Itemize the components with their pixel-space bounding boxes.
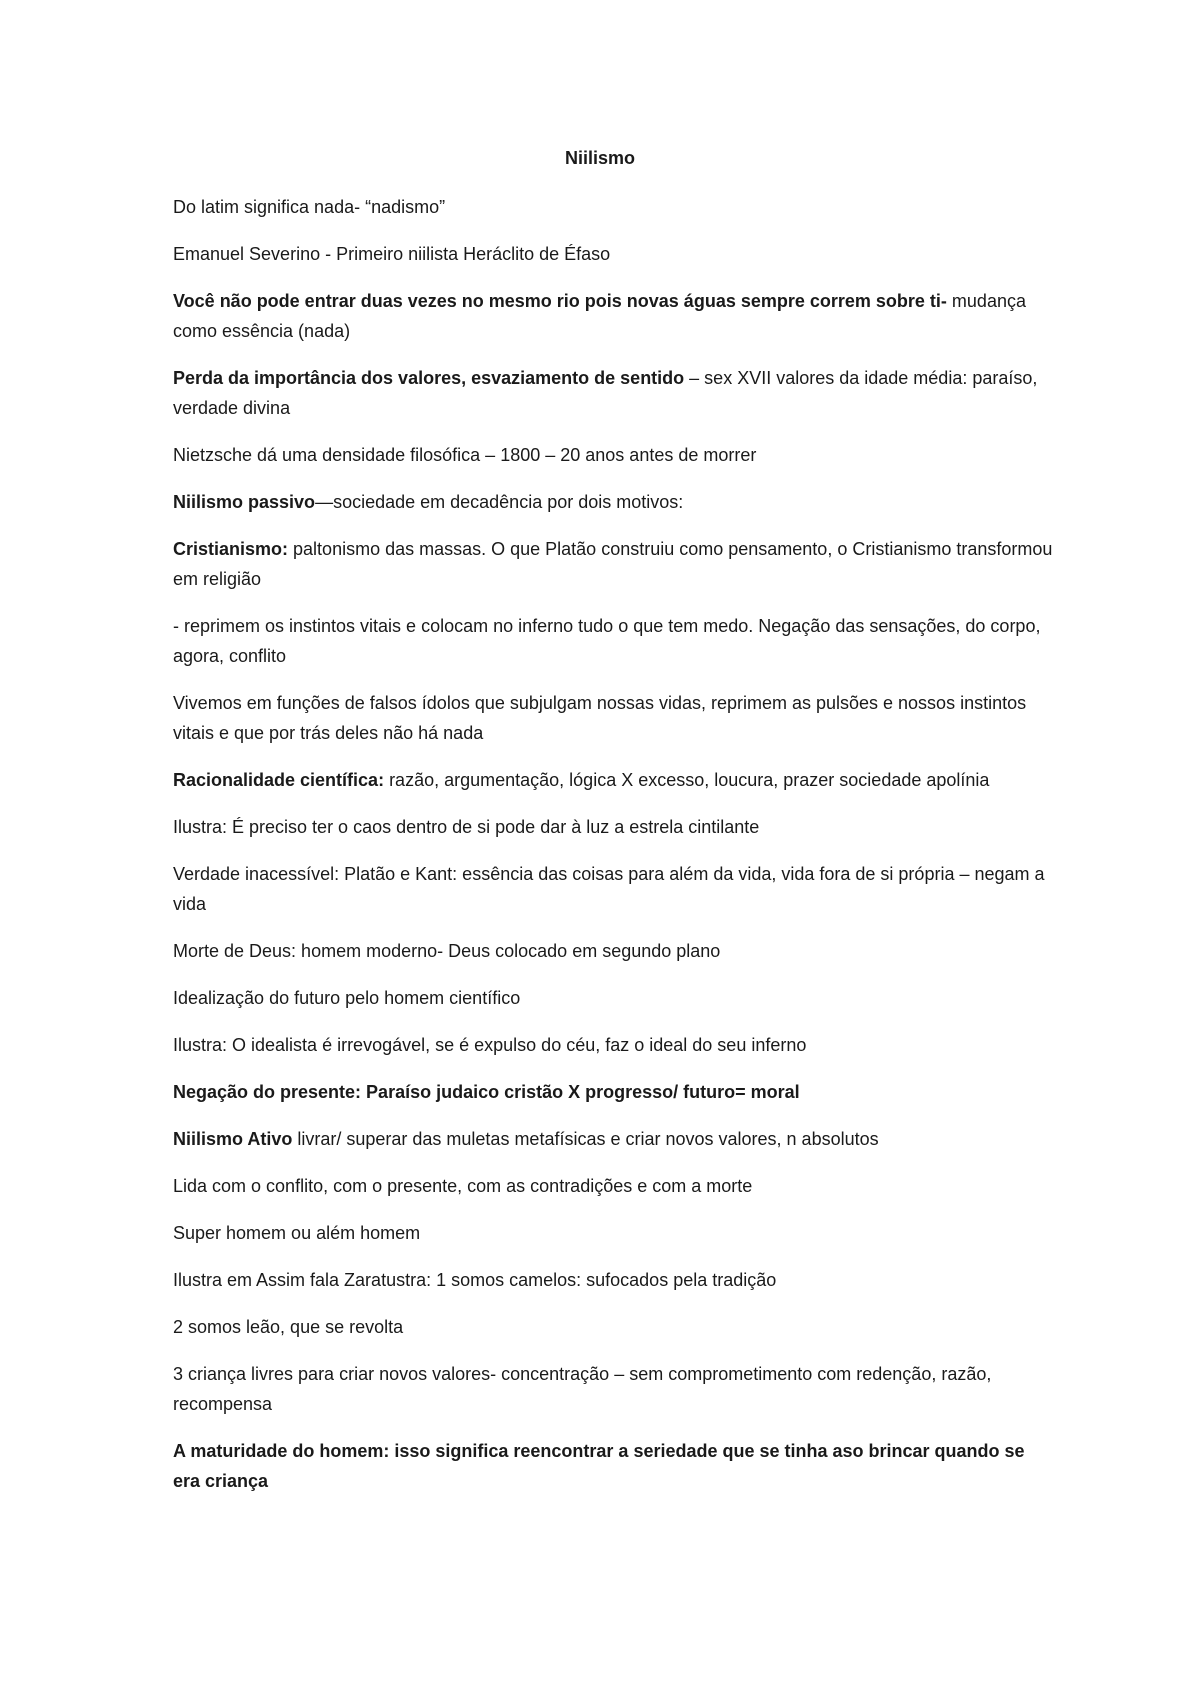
text-run: Vivemos em funções de falsos ídolos que subjulgam nossas vidas, reprimem as pulsões e nossos instintos vitais e que por trás deles não há nada [173,693,1027,743]
text-run: Ilustra: O idealista é irrevogável, se é expulso do céu, faz o ideal do seu inferno [173,1035,807,1055]
text-run: Do latim significa nada- “nadismo” [173,197,446,217]
paragraph [173,936,1053,966]
text-run: 2 somos leão, que se revolta [173,1317,404,1337]
text-run: Verdade inacessível: Platão e Kant: essência das coisas para além da vida, vida fora de si própria – negam a vida [173,864,1045,914]
paragraph [173,487,1053,517]
text-run: Super homem ou além homem [173,1223,421,1243]
text-run: Lida com o conflito, com o presente, com as contradições e com a morte [173,1176,753,1196]
bold-text: Niilismo passivo [173,492,316,512]
bold-text: Perda da importância dos valores, esvaziamento de sentido [173,368,685,388]
text-run: 3 criança livres para criar novos valores- concentração – sem comprometimento com redenção, razão, recompensa [173,1364,992,1414]
text-run: – sex XVII valores da idade média: paraíso, verdade divina [173,368,1038,418]
paragraph [173,192,1053,222]
text-run: Emanuel Severino - Primeiro niilista Heráclito de Éfaso [173,244,611,264]
text-run: Ilustra em Assim fala Zaratustra: 1 somos camelos: sufocados pela tradição [173,1270,777,1290]
paragraph [173,363,1053,423]
text-run: livrar/ superar das muletas metafísicas e criar novos valores, n absolutos [292,1129,879,1149]
paragraph [173,1030,1053,1060]
bold-text: Racionalidade científica: [173,770,385,790]
paragraph [173,239,1053,269]
text-run: - reprimem os instintos vitais e colocam no inferno tudo o que tem medo. Negação das sensações, do corpo, agora, conflito [173,616,1041,666]
paragraph [173,812,1053,842]
text-run: Nietzsche dá uma densidade filosófica – 1800 – 20 anos antes de morrer [173,445,757,465]
text-run: Ilustra: É preciso ter o caos dentro de si pode dar à luz a estrela cintilante [173,817,760,837]
paragraph [173,1312,1053,1342]
text-run: Morte de Deus: homem moderno- Deus colocado em segundo plano [173,941,721,961]
paragraph [173,1265,1053,1295]
text-run: mudança como essência (nada) [173,291,1026,341]
paragraph [173,1171,1053,1201]
bold-text: A maturidade do homem: isso significa reencontrar a seriedade que se tinha aso brincar quando se era criança [173,1441,1025,1491]
page-title: Niilismo [564,148,635,168]
text-run: paltonismo das massas. O que Platão construiu como pensamento, o Cristianismo transformou em religião [173,539,1053,589]
bold-text: Você não pode entrar duas vezes no mesmo rio pois novas águas sempre correm sobre ti- [173,291,952,311]
paragraph [173,1124,1053,1154]
text-run: Idealização do futuro pelo homem científico [173,988,521,1008]
paragraph [173,688,1053,748]
paragraph [173,983,1053,1013]
paragraph [173,286,1053,346]
paragraph [173,611,1053,671]
bold-text: Niilismo Ativo [173,1129,293,1149]
paragraph [173,859,1053,919]
paragraph [173,1359,1053,1419]
paragraph [173,765,1053,795]
paragraph [173,534,1053,594]
text-run: —sociedade em decadência por dois motivos: [315,492,684,512]
paragraph [173,1436,1053,1496]
bold-text: Cristianismo: [173,539,289,559]
paragraph [173,1218,1053,1248]
paragraph [173,1077,1053,1107]
bold-text: Negação do presente: Paraíso judaico cristão X progresso/ futuro= moral [173,1082,800,1102]
document-body [173,192,1053,1513]
paragraph [173,440,1053,470]
text-run: razão, argumentação, lógica X excesso, loucura, prazer sociedade apolínia [384,770,990,790]
